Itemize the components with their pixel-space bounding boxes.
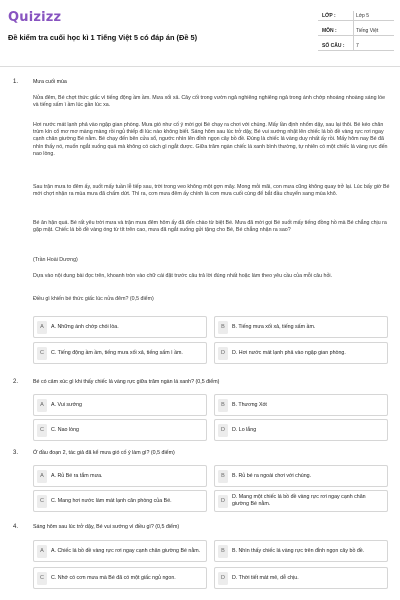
passage-paragraph-2: Hơi nước mát lạnh phả vào ngập gian phòng. Mưa gió như cố ý mời gọi Bé chạy ra chơi với chúng. Mấy lần định nhổm dậy, sau lại thôi. Bé kéo chăn trùm kín cổ mơ mơ màng màng rồi ngủ thiếp đi lúc nào không biết. Sáng hôm sau lúc trở dậy, Bé vui sướng nhặt lên chiếc lá bồ đề vàng rực rơi ngay cạnh chân giường Bé nằm. Bé chạy đến bên cửa sổ, ngước nhìn lên đỉnh ngọn cây bồ đề. Đúng là chiếc lá vàng duy nhất ấy rồi. Mấy hôm nay Bé đã nhìn thấy nó, muốn ngắt xuống quá mà không có cách gì ngắt được. Giữa trăm ngàn chiếc lá xanh bình thường, tự nhiên có một chiếc lá vàng rực đến nao lòng. bbox=[33, 122, 388, 157]
option-letter: A bbox=[37, 321, 47, 334]
question-3-number: 3. bbox=[13, 450, 19, 456]
question-4-option-a[interactable] bbox=[33, 540, 207, 562]
question-2-text: Bé có cảm xúc gì khi thấy chiếc lá vàng rực giữa trăm ngàn lá xanh? (0,5 điểm) bbox=[33, 379, 220, 385]
passage-author: (Trần Hoài Dương) bbox=[33, 257, 78, 263]
option-text: D. Mang một chiếc lá bồ đề vàng rực rơi ngay cạnh chân giường Bé nằm. bbox=[232, 494, 366, 507]
option-text: C. Nhớ có cơn mưa mà Bé đã có một giấc ngủ ngon. bbox=[51, 574, 176, 581]
option-letter: C bbox=[37, 424, 47, 437]
option-letter: B bbox=[218, 545, 228, 558]
option-letter: C bbox=[37, 572, 47, 585]
question-1-option-a[interactable] bbox=[33, 316, 207, 338]
question-3-option-c[interactable] bbox=[33, 490, 207, 512]
meta-question-count bbox=[318, 41, 394, 51]
instructions: Dựa vào nội dung bài đọc trên, khoanh tròn vào chữ cái đặt trước câu trả lời đúng nhất hoặc làm theo yêu cầu của mỗi câu hỏi. bbox=[33, 273, 333, 279]
option-text: A. Những ánh chớp chói lòa. bbox=[51, 323, 119, 330]
option-letter: C bbox=[37, 495, 47, 508]
passage-title: Mưa cuối mùa bbox=[33, 79, 67, 85]
option-letter: D bbox=[218, 347, 228, 360]
question-3-option-b[interactable] bbox=[214, 465, 388, 487]
meta-subject-label: MÔN : bbox=[322, 28, 337, 34]
option-letter: A bbox=[37, 399, 47, 412]
meta-subject bbox=[318, 26, 394, 36]
question-4-option-d[interactable] bbox=[214, 567, 388, 589]
quizizz-logo: Quizizz bbox=[8, 10, 62, 25]
header-divider bbox=[0, 66, 400, 67]
question-4-text: Sáng hôm sau lúc trở dậy, Bé vui sướng vì điều gì? (0,5 điểm) bbox=[33, 524, 180, 530]
option-text: A. Rủ Bé ra tắm mưa. bbox=[51, 472, 103, 479]
option-text: C. Tiếng động ầm ầm, tiếng mưa xối xả, tiếng sấm ì ầm. bbox=[51, 349, 183, 356]
document-header bbox=[0, 0, 400, 66]
option-letter: A bbox=[37, 470, 47, 483]
option-letter: A bbox=[37, 545, 47, 558]
question-3-text: Ở đầu đoạn 2, tác giả đã kể mưa gió cố ý làm gì? (0,5 điểm) bbox=[33, 450, 175, 456]
question-3-option-d[interactable] bbox=[214, 490, 388, 512]
meta-count-value: 7 bbox=[356, 43, 359, 49]
question-1-text: Điều gì khiến bé thức giấc lúc nửa đêm? (0,5 điểm) bbox=[33, 296, 154, 302]
question-4-option-c[interactable] bbox=[33, 567, 207, 589]
question-2-option-b[interactable] bbox=[214, 394, 388, 416]
meta-count-label: SỐ CÂU : bbox=[322, 43, 345, 49]
passage-paragraph-1: Nửa đêm, Bé chợt thức giấc vì tiếng động ầm ầm. Mưa xối xả. Cây cối trong vườn ngả nghiêng nghiêng ngả trong ánh chớp nhoáng nhoàng sáng lóe và tiếng sấm ì ầm lúc gần lúc xa. bbox=[33, 95, 386, 109]
option-letter: D bbox=[218, 424, 228, 437]
option-letter: B bbox=[218, 321, 228, 334]
option-text: C. Nao lòng bbox=[51, 426, 79, 433]
document-title: Đề kiểm tra cuối học kì 1 Tiếng Việt 5 có đáp án (Đề 5) bbox=[8, 33, 198, 42]
option-text: B. Nhìn thấy chiếc lá vàng rực trên đỉnh ngọn cây bồ đề. bbox=[232, 547, 365, 554]
question-1-option-d[interactable] bbox=[214, 342, 388, 364]
option-text: B. Thương Xót bbox=[232, 401, 267, 408]
meta-class-value: Lớp 5 bbox=[356, 13, 370, 19]
option-text: B. Tiếng mưa xối xả, tiếng sấm ầm. bbox=[232, 323, 316, 330]
meta-divider bbox=[353, 11, 354, 51]
question-2-option-a[interactable] bbox=[33, 394, 207, 416]
option-text: B. Rủ bé ra ngoài chơi với chúng. bbox=[232, 472, 312, 479]
passage-paragraph-3: Sau trận mưa to đêm ấy, suốt mấy tuần lễ tiếp sau, trời trong veo không một gợn mây. Mong mỏi mãi, con mưa cũng không quay trở lại. Lúc bấy giờ Bé mới chợt nhận ra mùa mưa đã chấm dứt. Thì ra, cơn mưa đêm ấy chính là cơn mưa cuối cùng để bắt đầu chuyển sang mùa khô. bbox=[33, 184, 390, 198]
option-text: C. Mang hơi nước làm mát lạnh căn phòng của Bé. bbox=[51, 497, 172, 504]
question-3-option-a[interactable] bbox=[33, 465, 207, 487]
option-letter: D bbox=[218, 572, 228, 585]
question-4-option-b[interactable] bbox=[214, 540, 388, 562]
question-2-number: 2. bbox=[13, 379, 19, 385]
option-text: D. Thời tiết mát mẻ, dễ chịu. bbox=[232, 574, 299, 581]
question-4-number: 4. bbox=[13, 524, 19, 530]
question-1-option-b[interactable] bbox=[214, 316, 388, 338]
question-1-option-c[interactable] bbox=[33, 342, 207, 364]
option-text: A. Chiếc lá bồ đề vàng rực rơi ngay cạnh chân giường Bé nằm. bbox=[51, 547, 201, 554]
meta-class bbox=[318, 11, 394, 21]
meta-subject-value: Tiếng Việt bbox=[356, 28, 379, 34]
option-letter: B bbox=[218, 399, 228, 412]
option-letter: D bbox=[218, 495, 228, 508]
option-text: D. Lo lắng bbox=[232, 426, 257, 433]
question-1-number: 1. bbox=[13, 79, 19, 85]
passage-paragraph-4: Bé ân hận quá. Bé rất yêu trời mưa và trận mưa đêm hôm ấy đã đến chào từ biệt Bé. Mưa đã mời gọi Bé suốt mấy tiếng đồng hồ mà Bé chẳng chịu ra gặp mặt. Chiếc lá bồ đề vàng óng từ tít trên cao, mưa đã ngắt xuống gửi tặng cho Bé, Bé chẳng nhận ra sao? bbox=[33, 220, 387, 234]
meta-class-label: LỚP : bbox=[322, 13, 336, 19]
option-text: A. Vui sướng bbox=[51, 401, 82, 408]
question-2-option-c[interactable] bbox=[33, 419, 207, 441]
option-text: D. Hơi nước mát lạnh phả vào ngập gian phòng. bbox=[232, 349, 346, 356]
question-2-option-d[interactable] bbox=[214, 419, 388, 441]
option-letter: C bbox=[37, 347, 47, 360]
option-letter: B bbox=[218, 470, 228, 483]
